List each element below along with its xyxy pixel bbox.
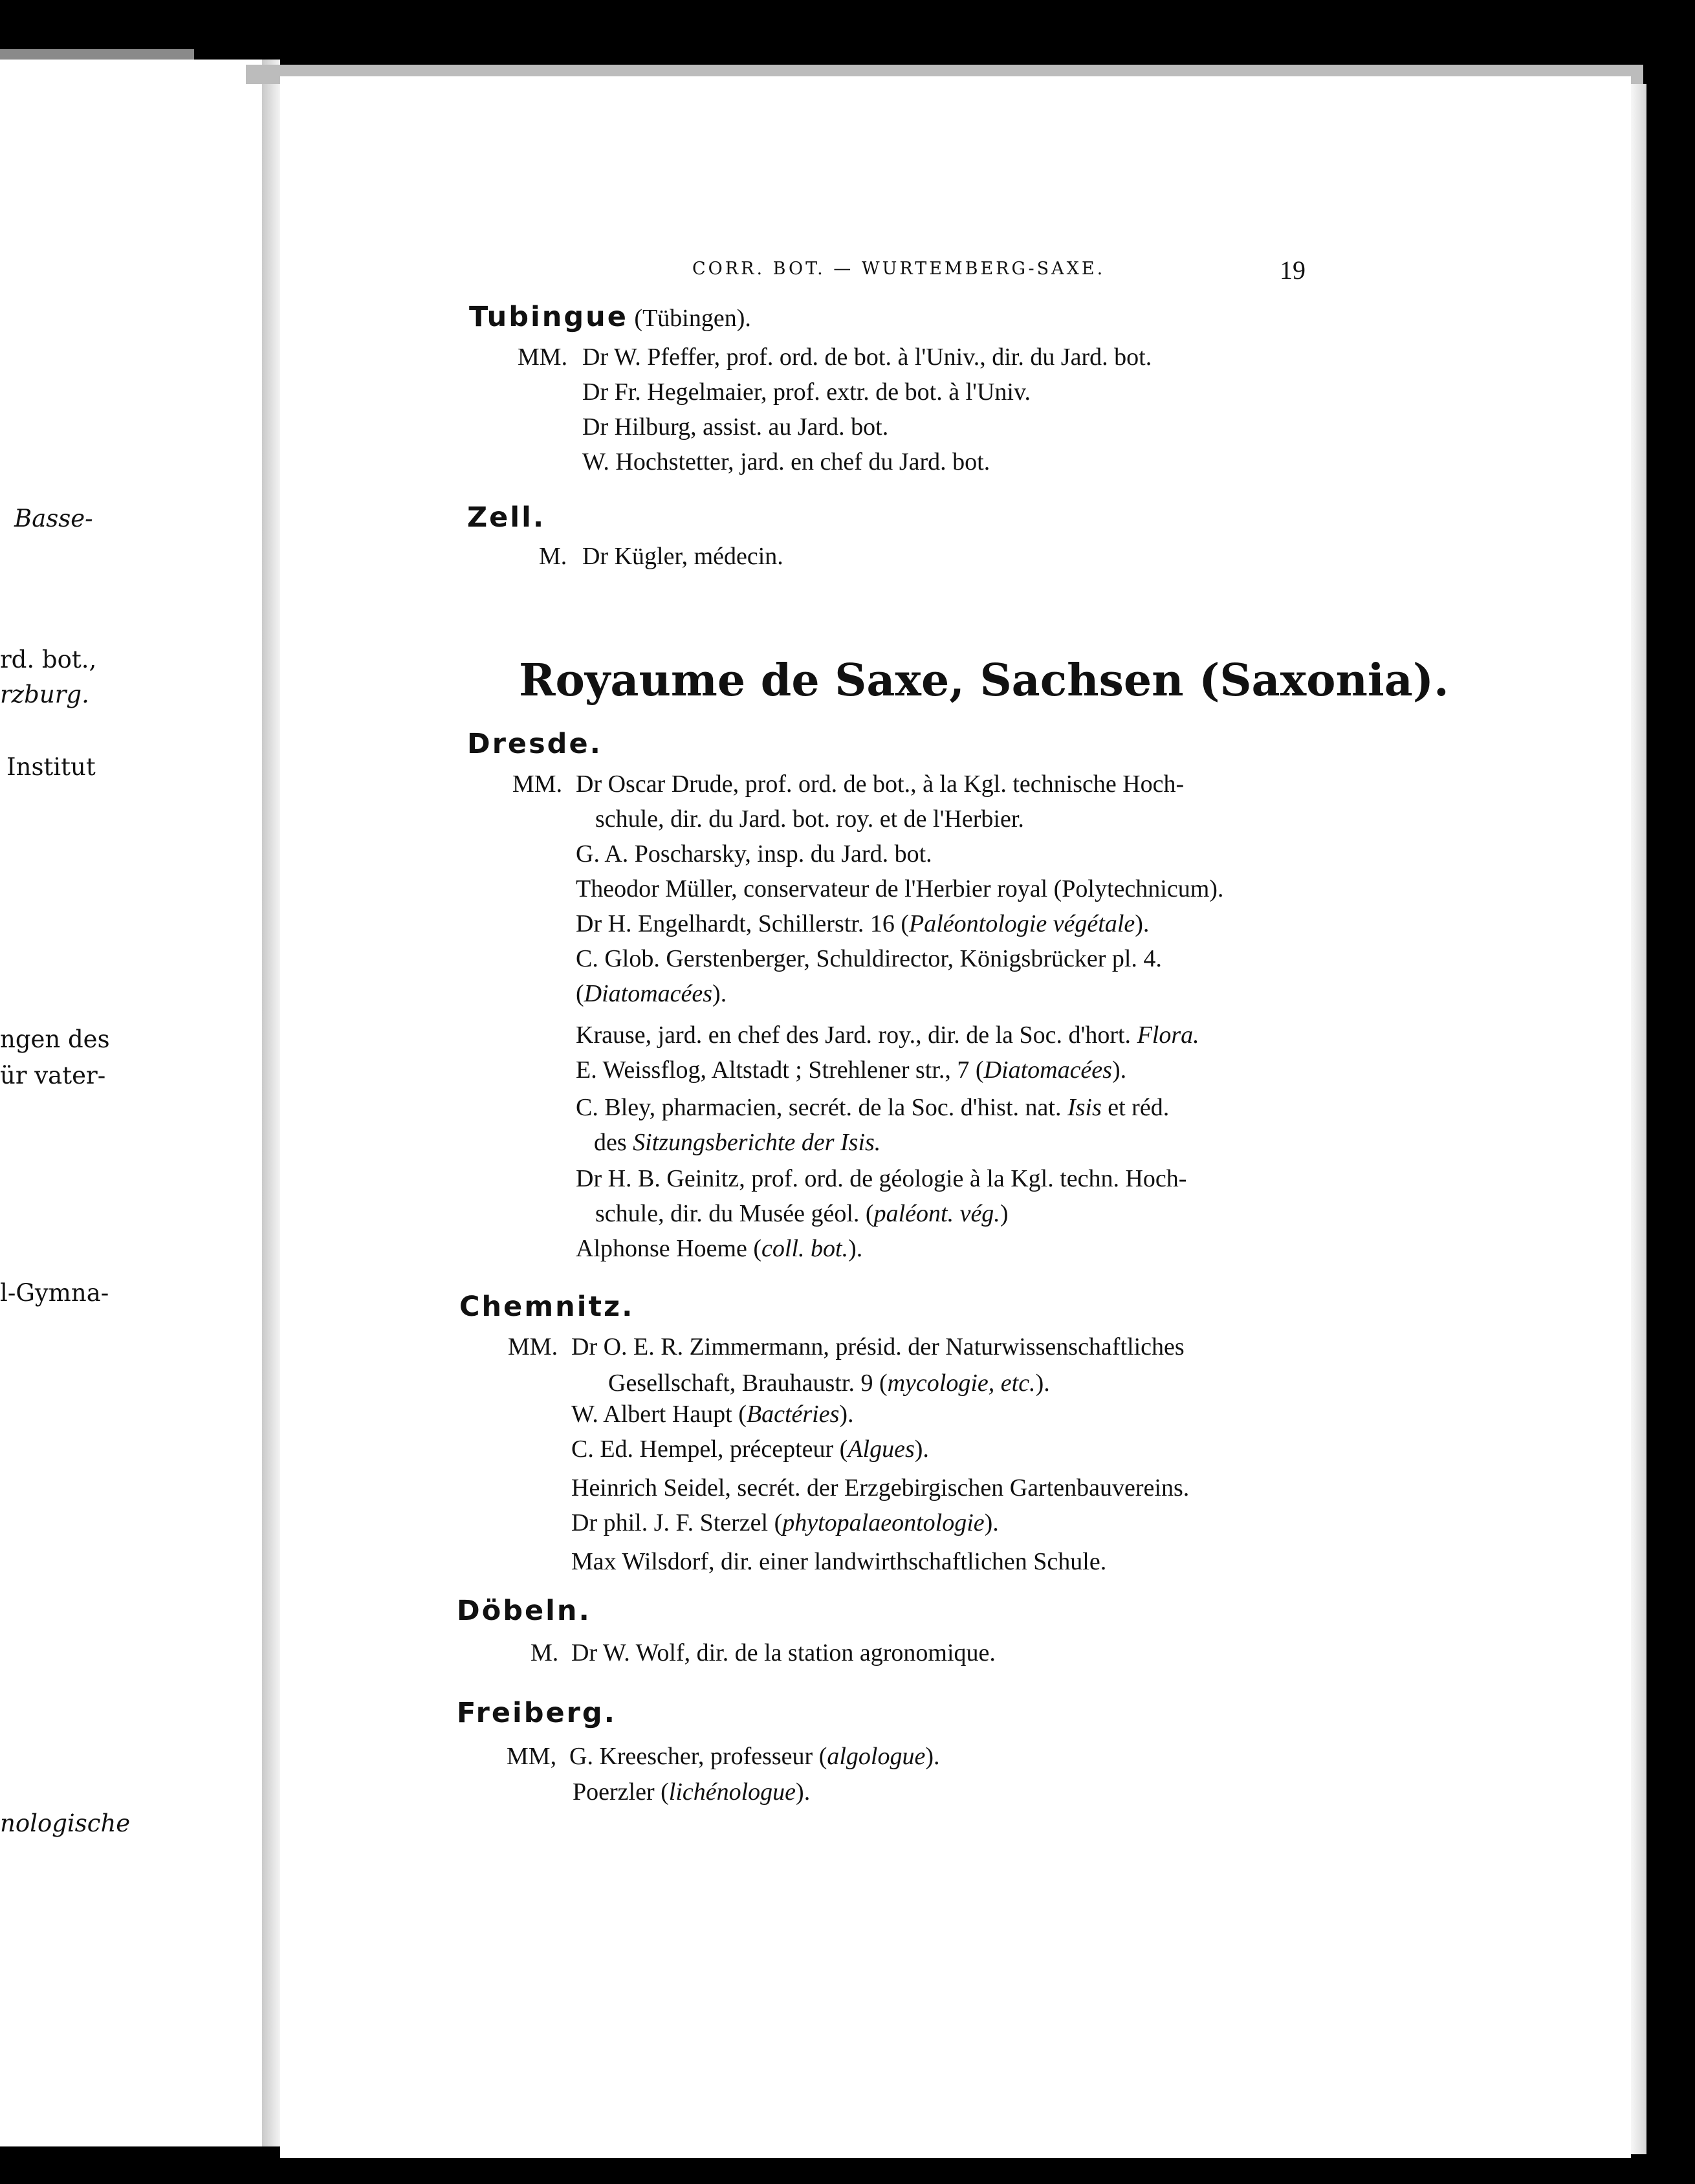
entry-line: [571, 1435, 929, 1463]
text: ).: [712, 980, 727, 1007]
left-fragment: rzburg.: [0, 681, 89, 708]
text: ).: [1111, 1056, 1127, 1084]
text: Krause, jard. en chef des Jard. roy., dir. de la Soc. d'hort.: [576, 1021, 1137, 1049]
text: ).: [925, 1743, 940, 1770]
italic-text: Isis: [1067, 1094, 1102, 1121]
text: ).: [1035, 1370, 1050, 1397]
italic-text: Diatomacées: [983, 1056, 1112, 1084]
entry-line: [608, 1369, 1050, 1397]
left-fragment: rd. bot.,: [0, 646, 97, 673]
text: schule, dir. du Musée géol. (: [595, 1200, 874, 1227]
entry-prefix: MM,: [507, 1743, 557, 1770]
city-heading-freiberg: Freiberg.: [457, 1697, 617, 1729]
italic-text: lichénologue: [668, 1778, 796, 1806]
italic-text: coll. bot.: [761, 1235, 849, 1262]
left-fragment: Basse-: [14, 505, 93, 532]
italic-text: Diatomacées: [584, 980, 713, 1007]
entry-line: Max Wilsdorf, dir. einer landwirthschaftlichen Schule.: [571, 1548, 1107, 1575]
entry-line: Heinrich Seidel, secrét. der Erzgebirgischen Gartenbauvereins.: [571, 1474, 1190, 1502]
entry-line: W. Hochstetter, jard. en chef du Jard. bot.: [582, 448, 990, 475]
entry-line: [576, 1056, 1126, 1084]
left-fragment: ngen des: [0, 1025, 110, 1053]
entry-line: [576, 1021, 1199, 1049]
entry-line: Dr H. B. Geinitz, prof. ord. de géologie à la Kgl. techn. Hoch-: [576, 1165, 1187, 1192]
city-heading-chemnitz: Chemnitz.: [459, 1291, 635, 1323]
entry-line: G. A. Poscharsky, insp. du Jard. bot.: [576, 840, 932, 868]
entry-prefix: MM.: [508, 1333, 558, 1360]
page-number: 19: [1280, 256, 1306, 285]
entry-line: Dr Hilburg, assist. au Jard. bot.: [582, 413, 889, 441]
text: Alphonse Hoeme (: [576, 1235, 762, 1262]
italic-text: mycologie, etc.: [887, 1370, 1036, 1397]
text: C. Bley, pharmacien, secrét. de la Soc. d'hist. nat.: [576, 1094, 1067, 1121]
city-name: Tubingue: [469, 301, 628, 333]
left-fragment: ür vater-: [0, 1062, 106, 1089]
book-gutter: [262, 60, 280, 2146]
entry-line: Dr W. Wolf, dir. de la station agronomique.: [571, 1639, 996, 1666]
left-page: [0, 60, 262, 2146]
entry-line: [573, 1778, 810, 1806]
city-heading-tubingue: [469, 301, 751, 333]
entry-line: schule, dir. du Jard. bot. roy. et de l'Herbier.: [595, 805, 1024, 833]
entry-prefix: M.: [530, 1639, 559, 1666]
italic-text: Bactéries: [746, 1401, 840, 1428]
text: G. Kreescher, professeur (: [569, 1743, 827, 1770]
text: ).: [848, 1235, 863, 1262]
entry-line: Dr W. Pfeffer, prof. ord. de bot. à l'Univ., dir. du Jard. bot.: [582, 344, 1152, 371]
text: Gesellschaft, Brauhaustr. 9 (: [608, 1370, 888, 1397]
text: ).: [839, 1401, 854, 1428]
italic-text: algologue: [827, 1743, 926, 1770]
italic-text: Flora.: [1137, 1021, 1199, 1049]
entry-line: [571, 1509, 999, 1537]
entry-prefix: MM.: [512, 770, 563, 798]
entry-line: [594, 1128, 880, 1157]
text: E. Weissflog, Altstadt ; Strehlener str., 7 (: [576, 1056, 984, 1084]
text: Poerzler (: [573, 1778, 669, 1806]
city-heading-dresde: Dresde.: [467, 728, 602, 760]
entry-line: Dr Oscar Drude, prof. ord. de bot., à la Kgl. technische Hoch-: [576, 770, 1185, 798]
entry-line: Theodor Müller, conservateur de l'Herbier royal (Polytechnicum).: [576, 875, 1224, 902]
left-fragment: nologische: [0, 1809, 131, 1837]
running-title: CORR. BOT. — WURTEMBERG-SAXE.: [692, 259, 1106, 279]
italic-text: Paléontologie végétale: [909, 910, 1135, 937]
text: (: [576, 980, 584, 1007]
city-heading-dobeln: Döbeln.: [457, 1595, 591, 1627]
city-heading-zell: Zell.: [467, 501, 546, 534]
entry-prefix: M.: [539, 543, 567, 570]
text: Dr phil. J. F. Sterzel (: [571, 1509, 783, 1536]
entry-line: [571, 1400, 854, 1428]
text: des: [594, 1129, 633, 1156]
text: ).: [1135, 910, 1150, 937]
italic-text: paléont. vég.: [873, 1200, 1000, 1227]
text: ): [1000, 1200, 1009, 1227]
entry-line: Dr Kügler, médecin.: [582, 543, 783, 570]
italic-text: Sitzungsberichte der Isis.: [633, 1129, 881, 1156]
page-right-edge: [1631, 84, 1646, 2154]
entry-line: [595, 1199, 1008, 1228]
text: et réd.: [1101, 1094, 1170, 1121]
section-title: Royaume de Saxe, Sachsen (Saxonia).: [519, 655, 1449, 706]
entry-line: Dr O. E. R. Zimmermann, présid. der Naturwissenschaftliches: [571, 1333, 1185, 1360]
left-fragment: Institut: [6, 753, 96, 781]
entry-line: [576, 1234, 862, 1263]
italic-text: phytopalaeontologie: [782, 1509, 985, 1536]
text: W. Albert Haupt (: [571, 1401, 747, 1428]
text: C. Ed. Hempel, précepteur (: [571, 1436, 848, 1463]
text: ).: [984, 1509, 999, 1536]
entry-line: [576, 979, 727, 1008]
city-alt-name: (Tübingen).: [634, 305, 751, 332]
text: ).: [914, 1436, 929, 1463]
entry-line: [576, 910, 1149, 938]
entry-prefix: MM.: [518, 344, 568, 371]
entry-line: C. Glob. Gerstenberger, Schuldirector, Königsbrücker pl. 4.: [576, 945, 1162, 972]
entry-line: Dr Fr. Hegelmaier, prof. extr. de bot. à l'Univ.: [582, 378, 1031, 406]
text: Dr H. Engelhardt, Schillerstr. 16 (: [576, 910, 910, 937]
entry-line: [576, 1093, 1169, 1122]
italic-text: Algues: [848, 1436, 915, 1463]
text: ).: [796, 1778, 811, 1806]
entry-line: [569, 1742, 940, 1771]
left-fragment: l-Gymna-: [0, 1279, 109, 1307]
